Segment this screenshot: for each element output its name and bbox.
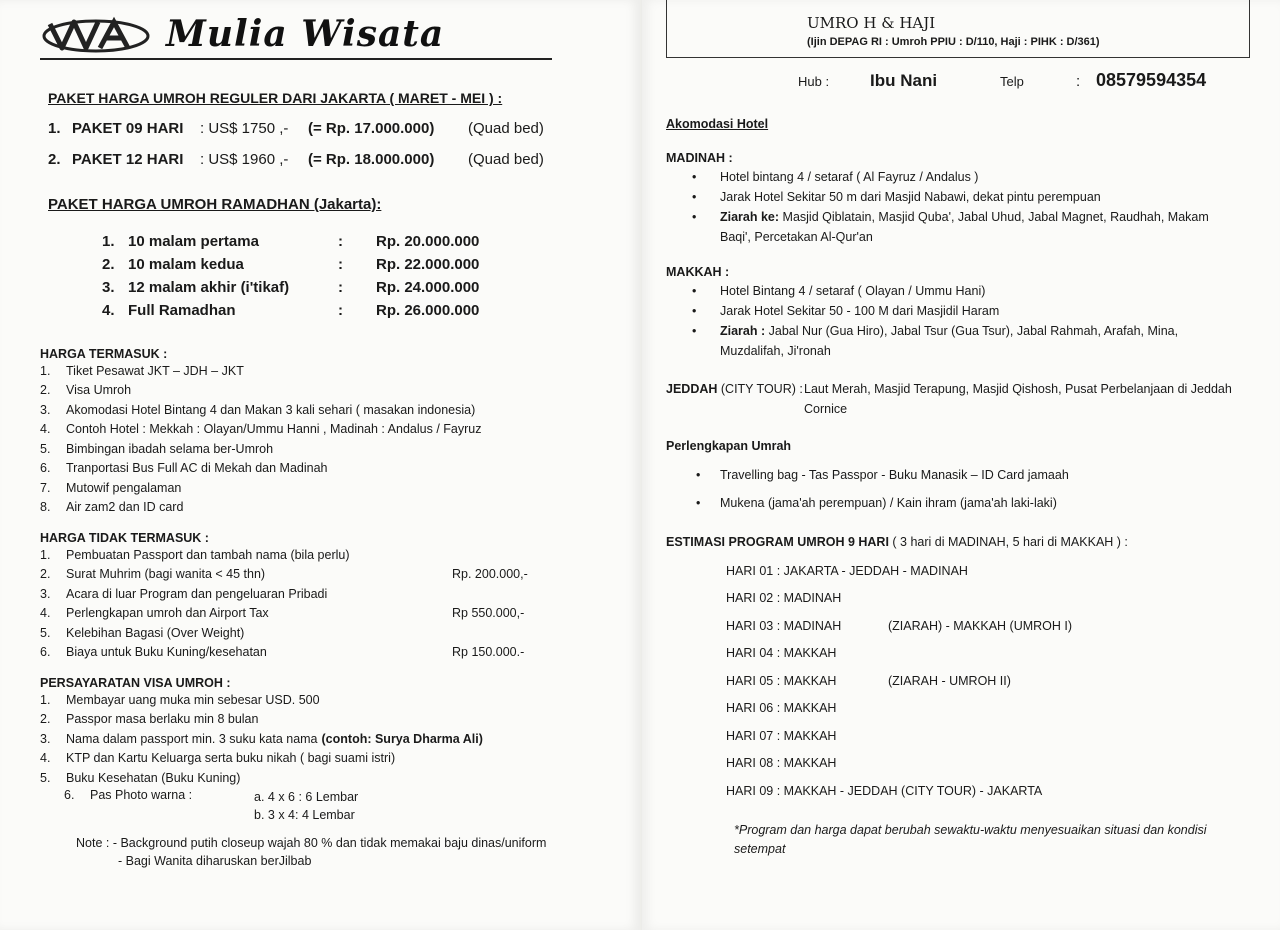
- package-usd: : US$ 1750 ,-: [200, 120, 289, 137]
- note-line-1: Note : - Background putih closeup wajah 80 % dan tidak memakai baju dinas/uniform: [76, 835, 547, 850]
- madinah-title: MADINAH :: [666, 151, 733, 165]
- itinerary-row: [726, 585, 1260, 613]
- termasuk-title: HARGA TERMASUK :: [40, 347, 168, 361]
- ramadhan-colon: :: [338, 233, 343, 250]
- photo-sizes: [254, 788, 358, 824]
- list-item: [40, 478, 616, 498]
- termasuk-list: [40, 361, 616, 517]
- itinerary-extra: (ZIARAH) - MAKKAH (UMROH I): [888, 618, 1073, 633]
- item-num: 1.: [40, 547, 51, 562]
- bullet-icon: •: [692, 210, 697, 224]
- license-sub: (Ijin DEPAG RI : Umroh PPIU : D/110, Haji : PIHK : D/361): [807, 36, 1100, 48]
- photo-size-a: a. 4 x 6 : 6 Lembar: [254, 789, 359, 804]
- perlengkapan-title: Perlengkapan Umrah: [666, 439, 792, 453]
- bullet-item: [692, 207, 1260, 247]
- list-item: [40, 584, 616, 604]
- jeddah-label-bold: JEDDAH: [666, 382, 718, 396]
- footnote: *Program dan harga dapat berubah sewaktu-waktu menyesuaikan situasi dan kondisi setempat: [734, 822, 1207, 856]
- list-item: [40, 565, 616, 585]
- telp-label: Telp: [1000, 74, 1024, 89]
- itinerary-row: [726, 722, 1260, 750]
- itinerary-list: [726, 557, 1260, 805]
- item-num: 2.: [40, 567, 51, 582]
- makkah-list: [692, 281, 1260, 361]
- list-item: [40, 361, 616, 381]
- package-name: PAKET 09 HARI: [72, 120, 184, 137]
- ramadhan-label: 10 malam kedua: [128, 256, 244, 273]
- item-amount: Rp 150.000.-: [452, 645, 525, 660]
- itinerary-day: HARI 03 : MADINAH: [726, 618, 842, 633]
- package-bed: (Quad bed): [468, 151, 544, 168]
- item-num: 6.: [40, 461, 51, 476]
- item-text: [66, 712, 258, 726]
- visa-title: PERSAYARATAN VISA UMROH :: [40, 676, 231, 690]
- bullet-text: [720, 281, 1240, 301]
- item-num: 5.: [40, 625, 51, 640]
- contact-line: [798, 70, 1260, 91]
- madinah-list: [692, 167, 1260, 247]
- contact-name: Ibu Nani: [870, 71, 938, 90]
- list-item: [40, 439, 616, 459]
- ramadhan-row: [102, 279, 616, 302]
- itinerary-day: HARI 01 : JAKARTA - JEDDAH - MADINAH: [726, 563, 968, 578]
- jeddah-text: Laut Merah, Masjid Terapung, Masjid Qishosh, Pusat Perbelanjaan di Jeddah Cornice: [804, 382, 1232, 416]
- brand-logo-icon: [40, 14, 152, 54]
- item-amount: Rp. 200.000,-: [452, 567, 528, 582]
- bullet-main: Jarak Hotel Sekitar 50 - 100 M dari Masjidil Haram: [720, 304, 1000, 318]
- visa-list: [40, 690, 616, 788]
- list-item: [40, 381, 616, 401]
- estimasi-sub: ( 3 hari di MADINAH, 5 hari di MAKKAH ) :: [888, 535, 1128, 549]
- ramadhan-colon: :: [338, 279, 343, 296]
- package-num: 2.: [48, 151, 61, 168]
- item-text: Kelebihan Bagasi (Over Weight): [66, 625, 245, 640]
- item-num: 4.: [40, 422, 51, 437]
- itinerary-row: [726, 557, 1260, 585]
- phone-number: 08579594354: [1096, 70, 1207, 90]
- bullet-icon: •: [692, 170, 697, 184]
- itinerary-day: HARI 04 : MAKKAH: [726, 646, 837, 661]
- package-rp: (= Rp. 18.000.000): [308, 151, 435, 168]
- package-row: [48, 151, 616, 168]
- item-text: Air zam2 dan ID card: [66, 500, 184, 515]
- itinerary-row: [726, 750, 1260, 778]
- package-num: 1.: [48, 120, 61, 137]
- photo-size-b: b. 3 x 4: 4 Lembar: [254, 807, 355, 822]
- item-num: 1.: [40, 692, 51, 707]
- estimasi-title: ESTIMASI PROGRAM UMROH 9 HARI: [666, 535, 889, 549]
- item-text-main: Buku Kesehatan (Buku Kuning): [66, 770, 241, 785]
- list-item: [40, 729, 616, 749]
- ramadhan-num: 1.: [102, 233, 115, 250]
- tidak-termasuk-title: HARGA TIDAK TERMASUK :: [40, 531, 209, 545]
- ramadhan-price: Rp. 26.000.000: [376, 302, 480, 319]
- itinerary-day: HARI 08 : MAKKAH: [726, 756, 837, 771]
- bullet-text: [720, 187, 1240, 207]
- list-item: [40, 749, 616, 769]
- photo-num: 6.: [64, 787, 75, 802]
- bullet-icon: •: [692, 190, 697, 204]
- item-text: Tranportasi Bus Full AC di Mekah dan Madinah: [66, 461, 328, 476]
- item-text: Perlengkapan umroh dan Airport Tax: [66, 606, 269, 621]
- akomodasi-title: Akomodasi Hotel: [666, 117, 769, 131]
- list-item: [40, 643, 616, 663]
- ramadhan-colon: :: [338, 302, 343, 319]
- item-text: Biaya untuk Buku Kuning/kesehatan: [66, 645, 267, 660]
- itinerary-day: HARI 07 : MAKKAH: [726, 728, 837, 743]
- bullet-item: [696, 489, 1260, 517]
- item-num: 4.: [40, 751, 51, 766]
- bullet-text: [720, 301, 1240, 321]
- itinerary-row: [726, 777, 1260, 805]
- item-num: 2.: [40, 712, 51, 727]
- ramadhan-num: 3.: [102, 279, 115, 296]
- hub-label: Hub :: [798, 74, 830, 89]
- bullet-text: Mukena (jama'ah perempuan) / Kain ihram (jama'ah laki-laki): [720, 496, 1057, 510]
- list-item: [40, 710, 616, 730]
- package-rp: (= Rp. 17.000.000): [308, 120, 435, 137]
- item-num: 2.: [40, 383, 51, 398]
- itinerary-day: HARI 02 : MADINAH: [726, 591, 842, 606]
- license-title: UMRO H & HAJI: [807, 14, 936, 32]
- note-line-2: - Bagi Wanita diharuskan berJilbab: [118, 853, 312, 868]
- bullet-icon: •: [692, 284, 697, 298]
- itinerary-row: [726, 640, 1260, 668]
- ramadhan-title: PAKET HARGA UMROH RAMADHAN (Jakarta):: [48, 196, 382, 213]
- bullet-icon: •: [692, 324, 697, 338]
- makkah-title: MAKKAH :: [666, 265, 730, 279]
- item-num: 6.: [40, 645, 51, 660]
- reguler-packages: [40, 120, 616, 168]
- item-text-main: Membayar uang muka min sebesar USD. 500: [66, 692, 320, 707]
- item-amount: Rp 550.000,-: [452, 606, 525, 621]
- itinerary-extra: (ZIARAH - UMROH II): [888, 673, 1011, 688]
- license-box: [666, 0, 1250, 58]
- itinerary-day: HARI 09 : MAKKAH - JEDDAH (CITY TOUR) - JAKARTA: [726, 783, 1043, 798]
- bullet-icon: •: [696, 468, 701, 482]
- item-text-main: Nama dalam passport min. 3 suku kata nama: [66, 731, 318, 746]
- photo-text: Pas Photo warna :: [90, 787, 193, 802]
- perlengkapan-list: [696, 461, 1260, 517]
- right-page: [642, 0, 1280, 930]
- ramadhan-num: 4.: [102, 302, 115, 319]
- reguler-title: PAKET HARGA UMROH REGULER DARI JAKARTA ( MARET - MEI ) :: [48, 90, 503, 106]
- ramadhan-row: [102, 233, 616, 256]
- bullet-item: [692, 321, 1260, 361]
- brand-header: [40, 10, 552, 60]
- itinerary-row: [726, 695, 1260, 723]
- item-num: 3.: [40, 586, 51, 601]
- bullet-icon: •: [692, 304, 697, 318]
- package-row: [48, 120, 616, 137]
- bullet-item: [692, 167, 1260, 187]
- item-text: Acara di luar Program dan pengeluaran Pribadi: [66, 586, 328, 601]
- package-bed: (Quad bed): [468, 120, 544, 137]
- item-text: Surat Muhrim (bagi wanita < 45 thn): [66, 567, 266, 582]
- list-item: [40, 400, 616, 420]
- list-item: [40, 498, 616, 518]
- estimasi-heading: [666, 535, 1260, 549]
- bullet-main: Hotel Bintang 4 / setaraf ( Olayan / Ummu Hani): [720, 284, 986, 298]
- item-text: Tiket Pesawat JKT – JDH – JKT: [66, 363, 244, 378]
- item-num: 8.: [40, 500, 51, 515]
- item-text: [66, 693, 320, 707]
- item-text: [66, 732, 483, 746]
- ramadhan-row: [102, 256, 616, 279]
- brand-name: Mulia Wisata: [166, 13, 445, 55]
- bullet-text: [720, 167, 1240, 187]
- bullet-item: [692, 281, 1260, 301]
- jeddah-label-rest: (CITY TOUR) :: [717, 382, 803, 396]
- item-num: 4.: [40, 606, 51, 621]
- ramadhan-num: 2.: [102, 256, 115, 273]
- item-text: [66, 751, 395, 765]
- item-num: 3.: [40, 731, 51, 746]
- item-text: Visa Umroh: [66, 383, 132, 398]
- bullet-text: [720, 207, 1240, 247]
- ramadhan-list: [102, 233, 616, 325]
- ramadhan-label: Full Ramadhan: [128, 302, 236, 319]
- item-num: 7.: [40, 480, 51, 495]
- bullet-bold: Ziarah ke:: [720, 210, 780, 224]
- package-name: PAKET 12 HARI: [72, 151, 184, 168]
- bullet-main: Masjid Qiblatain, Masjid Quba', Jabal Uhud, Jabal Magnet, Raudhah, Makam Baqi', Percetakan Al-Qur'an: [720, 210, 1209, 244]
- ramadhan-price: Rp. 22.000.000: [376, 256, 480, 273]
- item-text: Mutowif pengalaman: [66, 480, 182, 495]
- ramadhan-row: [102, 302, 616, 325]
- ramadhan-label: 10 malam pertama: [128, 233, 259, 250]
- bullet-item: [692, 187, 1260, 207]
- list-item: [40, 623, 616, 643]
- item-num: 3.: [40, 402, 51, 417]
- item-text-main: KTP dan Kartu Keluarga serta buku nikah ( bagi suami istri): [66, 751, 396, 766]
- itinerary-day: HARI 06 : MAKKAH: [726, 701, 837, 716]
- bullet-main: Hotel bintang 4 / setaraf ( Al Fayruz / Andalus ): [720, 170, 979, 184]
- tidak-termasuk-list: [40, 545, 616, 662]
- item-num: 5.: [40, 770, 51, 785]
- list-item: [40, 768, 616, 788]
- jeddah-section: [666, 379, 1260, 419]
- item-text: Contoh Hotel : Mekkah : Olayan/Ummu Hanni , Madinah : Andalus / Fayruz: [66, 422, 482, 437]
- package-usd: : US$ 1960 ,-: [200, 151, 289, 168]
- bullet-item: [696, 461, 1260, 489]
- itinerary-day: HARI 05 : MAKKAH: [726, 673, 837, 688]
- list-item: [40, 604, 616, 624]
- itinerary-row: [726, 612, 1260, 640]
- item-text: Pembuatan Passport dan tambah nama (bila perlu): [66, 547, 350, 562]
- list-item: [40, 420, 616, 440]
- item-num: 1.: [40, 363, 51, 378]
- list-item: [40, 690, 616, 710]
- bullet-main: Jarak Hotel Sekitar 50 m dari Masjid Nabawi, dekat pintu perempuan: [720, 190, 1101, 204]
- item-text: Akomodasi Hotel Bintang 4 dan Makan 3 kali sehari ( masakan indonesia): [66, 402, 476, 417]
- item-num: 5.: [40, 441, 51, 456]
- bullet-main: Jabal Nur (Gua Hiro), Jabal Tsur (Gua Tsur), Jabal Rahmah, Arafah, Mina, Muzdalifah, Ji'ronah: [720, 324, 1179, 358]
- list-item: [40, 545, 616, 565]
- item-text: [66, 771, 240, 785]
- item-text-bold: (contoh: Surya Dharma Ali): [321, 731, 483, 746]
- item-text: Bimbingan ibadah selama ber-Umroh: [66, 441, 274, 456]
- item-text-main: Passpor masa berlaku min 8 bulan: [66, 712, 259, 727]
- telp-colon: :: [1076, 73, 1081, 90]
- list-item: [40, 459, 616, 479]
- bullet-text: [720, 321, 1240, 361]
- bullet-text: Travelling bag - Tas Passpor - Buku Manasik – ID Card jamaah: [720, 468, 1069, 482]
- ramadhan-colon: :: [338, 256, 343, 273]
- itinerary-row: [726, 667, 1260, 695]
- bullet-item: [692, 301, 1260, 321]
- note: [76, 834, 616, 870]
- ramadhan-price: Rp. 20.000.000: [376, 233, 480, 250]
- bullet-bold: Ziarah :: [720, 324, 766, 338]
- photo-requirement: [64, 788, 616, 824]
- ramadhan-label: 12 malam akhir (i'tikaf): [128, 279, 290, 296]
- ramadhan-price: Rp. 24.000.000: [376, 279, 480, 296]
- bullet-icon: •: [696, 496, 701, 510]
- jeddah-label: [666, 379, 804, 419]
